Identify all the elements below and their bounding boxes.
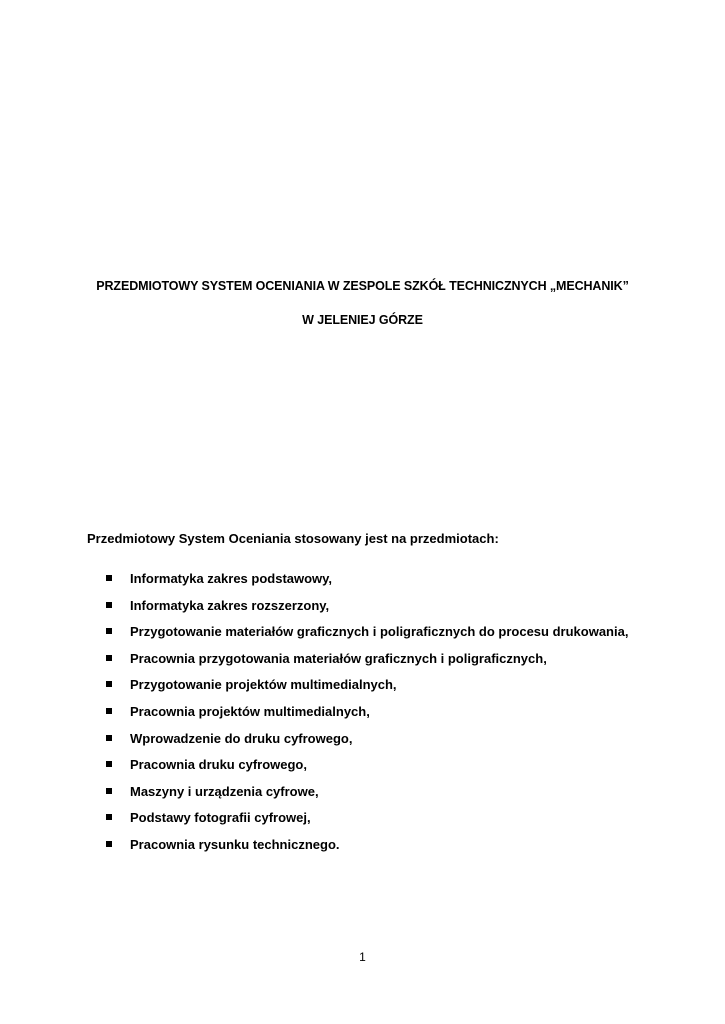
- list-item-text: Wprowadzenie do druku cyfrowego,: [130, 730, 353, 746]
- square-bullet-icon: [106, 681, 112, 687]
- list-item-text: Przygotowanie projektów multimedialnych,: [130, 677, 397, 693]
- list-item-text: Podstawy fotografii cyfrowej,: [130, 810, 311, 826]
- square-bullet-icon: [106, 602, 112, 608]
- square-bullet-icon: [106, 575, 112, 581]
- square-bullet-icon: [106, 735, 112, 741]
- square-bullet-icon: [106, 788, 112, 794]
- list-item-text: Przygotowanie materiałów graficznych i poligraficznych do procesu drukowania,: [130, 624, 629, 640]
- page-number: 1: [359, 950, 366, 964]
- list-item-text: Pracownia projektów multimedialnych,: [130, 703, 370, 719]
- list-item-text: Informatyka zakres rozszerzony,: [130, 597, 330, 613]
- square-bullet-icon: [106, 708, 112, 714]
- list-item-text: Pracownia druku cyfrowego,: [130, 757, 307, 773]
- square-bullet-icon: [106, 761, 112, 767]
- square-bullet-icon: [106, 814, 112, 820]
- document-title-line-1: PRZEDMIOTOWY SYSTEM OCENIANIA W ZESPOLE SZKÓŁ TECHNICZNYCH „MECHANIK”: [96, 279, 629, 293]
- subjects-intro: Przedmiotowy System Oceniania stosowany jest na przedmiotach:: [87, 531, 499, 546]
- list-item-text: Maszyny i urządzenia cyfrowe,: [130, 783, 319, 799]
- square-bullet-icon: [106, 841, 112, 847]
- list-item-text: Pracownia rysunku technicznego.: [130, 836, 340, 852]
- square-bullet-icon: [106, 628, 112, 634]
- square-bullet-icon: [106, 655, 112, 661]
- list-item-text: Pracownia przygotowania materiałów graficznych i poligraficznych,: [130, 650, 547, 666]
- document-title-line-2: W JELENIEJ GÓRZE: [302, 313, 423, 327]
- list-item-text: Informatyka zakres podstawowy,: [130, 571, 333, 586]
